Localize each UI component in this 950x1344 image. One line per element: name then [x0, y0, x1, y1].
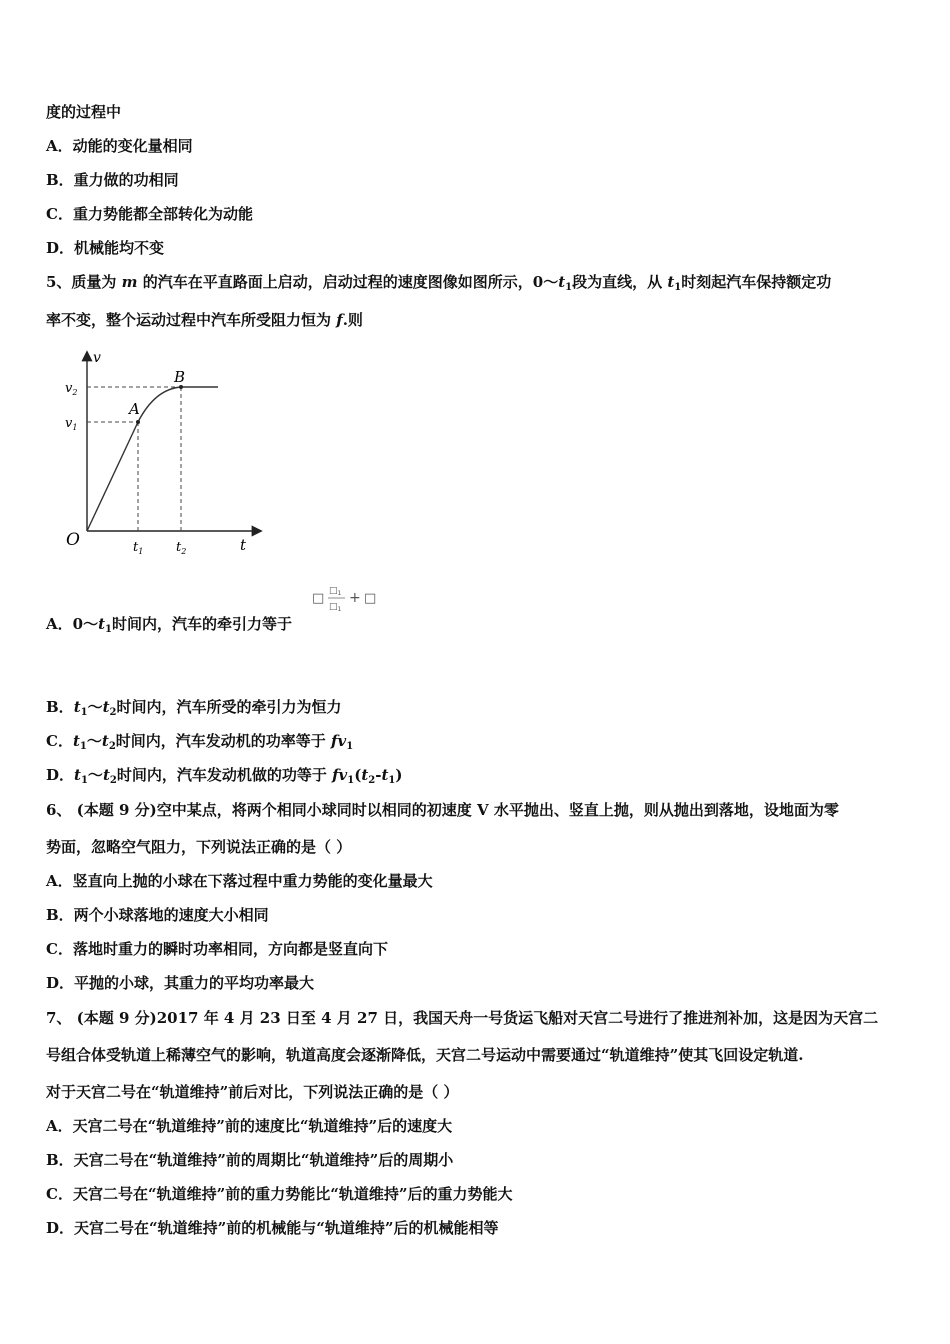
v2-symbol: v: [65, 381, 73, 396]
option-text: 时间内，汽车发动机做的功等于: [116, 766, 333, 784]
option-text: B．: [46, 698, 74, 716]
subscript: 2: [368, 775, 376, 786]
q5-text: 率不变，整个运动过程中汽车所受阻力恒为: [46, 311, 337, 329]
option-text: D．: [46, 766, 75, 784]
formula-plus: +: [349, 590, 361, 606]
q4-option-b: B．重力做的功相同: [46, 171, 179, 189]
formula-denominator: [329, 602, 342, 613]
q6-option-b: B．两个小球落地的速度大小相同: [46, 906, 269, 924]
f-symbol: f: [332, 766, 339, 784]
v-symbol: v: [338, 766, 348, 784]
q7-option-b: B．天宫二号在“轨道维持”前的周期比“轨道维持”后的周期小: [46, 1151, 454, 1169]
denominator-symbol: □: [329, 602, 338, 612]
option-text: ～: [87, 766, 103, 784]
subscript: 1: [347, 775, 355, 786]
origin-label: O: [66, 530, 80, 550]
t1-label: [133, 540, 143, 556]
v-symbol: v: [337, 732, 347, 750]
y-axis-label: v: [93, 350, 101, 366]
formula-box: □: [312, 591, 325, 606]
option-text: A．0～: [46, 615, 99, 633]
q5-text: 段为直线，从: [572, 273, 668, 291]
traction-force-formula: [312, 582, 382, 616]
subscript: 2: [108, 741, 116, 752]
paren: ): [395, 766, 403, 784]
q7-stem-line3: 对于天宫二号在“轨道维持”前后对比，下列说法正确的是（ ）: [46, 1083, 459, 1101]
q7-stem-line1: 7、 (本题 9 分)2017 年 4 月 23 日至 4 月 27 日，我国天舟一号货运飞船对天宫二号进行了推进剂补加，这是因为天宫二: [46, 1009, 879, 1027]
formula-numerator: [329, 586, 342, 597]
q7-option-c: C．天宫二号在“轨道维持”前的重力势能比“轨道维持”后的重力势能大: [46, 1185, 513, 1203]
q7-stem-line2: 号组合体受轨道上稀薄空气的影响，轨道高度会逐渐降低，天宫二号运动中需要通过“轨道维持”使其飞回设定轨道.: [46, 1046, 804, 1064]
option-text: 时间内，汽车所受的牵引力为恒力: [116, 698, 342, 716]
q6-option-a: A．竖直向上抛的小球在下落过程中重力势能的变化量最大: [46, 872, 433, 890]
q7-option-a: A．天宫二号在“轨道维持”前的速度比“轨道维持”后的速度大: [46, 1117, 453, 1135]
t2-subscript: 2: [181, 547, 187, 556]
minus: -: [375, 766, 382, 784]
mass-symbol: m: [121, 273, 138, 291]
numerator-symbol: □: [329, 586, 338, 596]
q5-option-b: [46, 697, 342, 723]
t-symbol: t: [72, 732, 80, 750]
velocity-time-graph: [60, 345, 275, 565]
t-symbol: t: [102, 766, 110, 784]
subscript: 1: [346, 741, 354, 752]
point-b-label: B: [174, 368, 186, 386]
t-symbol: t: [381, 766, 389, 784]
q6-option-c: C．落地时重力的瞬时功率相同，方向都是竖直向下: [46, 940, 388, 958]
option-text: ～: [87, 698, 103, 716]
q6-option-d: D．平抛的小球，其重力的平均功率最大: [46, 974, 315, 992]
t2-label: [176, 540, 186, 556]
q4-option-a: A．动能的变化量相同: [46, 137, 193, 155]
t-symbol: t: [101, 732, 109, 750]
paren: (: [354, 766, 362, 784]
curve-a-b: [138, 387, 218, 422]
q6-stem-line1: 6、 (本题 9 分)空中某点，将两个相同小球同时以相同的初速度 V 水平抛出、竖直上抛，则从抛出到落地，设地面为零: [46, 801, 839, 819]
subscript: 1: [80, 775, 88, 786]
v1-subscript: 1: [72, 423, 78, 432]
q4-option-d: D．机械能均不变: [46, 239, 165, 257]
text-line: 度的过程中: [46, 103, 122, 121]
t1-subscript: 1: [138, 547, 144, 556]
t-symbol: t: [558, 273, 566, 291]
x-axis-label: t: [240, 536, 247, 554]
q5-option-c: [46, 731, 353, 757]
t2-symbol: t: [176, 540, 182, 555]
q5-option-a: [46, 614, 292, 640]
subscript: 2: [109, 775, 117, 786]
q5-text: 的汽车在平直路面上启动，启动过程的速度图像如图所示，0～: [137, 273, 559, 291]
f-symbol: f: [331, 732, 338, 750]
q6-stem-line2: 势面，忽略空气阻力，下列说法正确的是（ ）: [46, 838, 352, 856]
t-symbol: t: [361, 766, 369, 784]
subscript: 1: [674, 282, 682, 293]
subscript: 2: [109, 707, 117, 718]
q5-text: .则: [342, 311, 363, 329]
subscript: 1: [565, 282, 573, 293]
q5-stem-line1: [46, 272, 831, 298]
numerator-subscript: 1: [337, 590, 342, 597]
t-symbol: t: [98, 615, 106, 633]
v2-subscript: 2: [72, 388, 78, 397]
formula-box: □: [364, 591, 377, 606]
subscript: 1: [105, 624, 112, 635]
option-text: 时间内，汽车发动机的功率等于: [115, 732, 332, 750]
subscript: 1: [79, 741, 87, 752]
f-symbol: f: [336, 311, 343, 329]
option-text: 时间内，汽车的牵引力等于: [111, 615, 292, 633]
subscript: 1: [80, 707, 88, 718]
subscript: 1: [388, 775, 396, 786]
q5-option-d: [46, 765, 402, 791]
t1-symbol: t: [133, 540, 139, 555]
t-symbol: t: [74, 766, 81, 784]
denominator-subscript: 1: [337, 606, 342, 613]
point-a-dot: [136, 420, 140, 424]
option-text: ～: [86, 732, 102, 750]
v1-label: [65, 416, 77, 432]
point-a-label: A: [129, 400, 140, 418]
v2-label: [65, 381, 77, 397]
q5-text: 时刻起汽车保持额定功: [681, 273, 832, 291]
q4-option-c: C．重力势能都全部转化为动能: [46, 205, 253, 223]
q7-option-d: D．天宫二号在“轨道维持”前的机械能与“轨道维持”后的机械能相等: [46, 1219, 499, 1237]
line-o-a: [87, 422, 138, 531]
option-text: C．: [46, 732, 73, 750]
t-symbol: t: [102, 698, 110, 716]
q5-stem-line2: [46, 310, 363, 330]
t-symbol: t: [73, 698, 81, 716]
t-symbol: t: [667, 273, 675, 291]
v1-symbol: v: [65, 416, 73, 431]
q5-text: 5、质量为: [46, 273, 122, 291]
